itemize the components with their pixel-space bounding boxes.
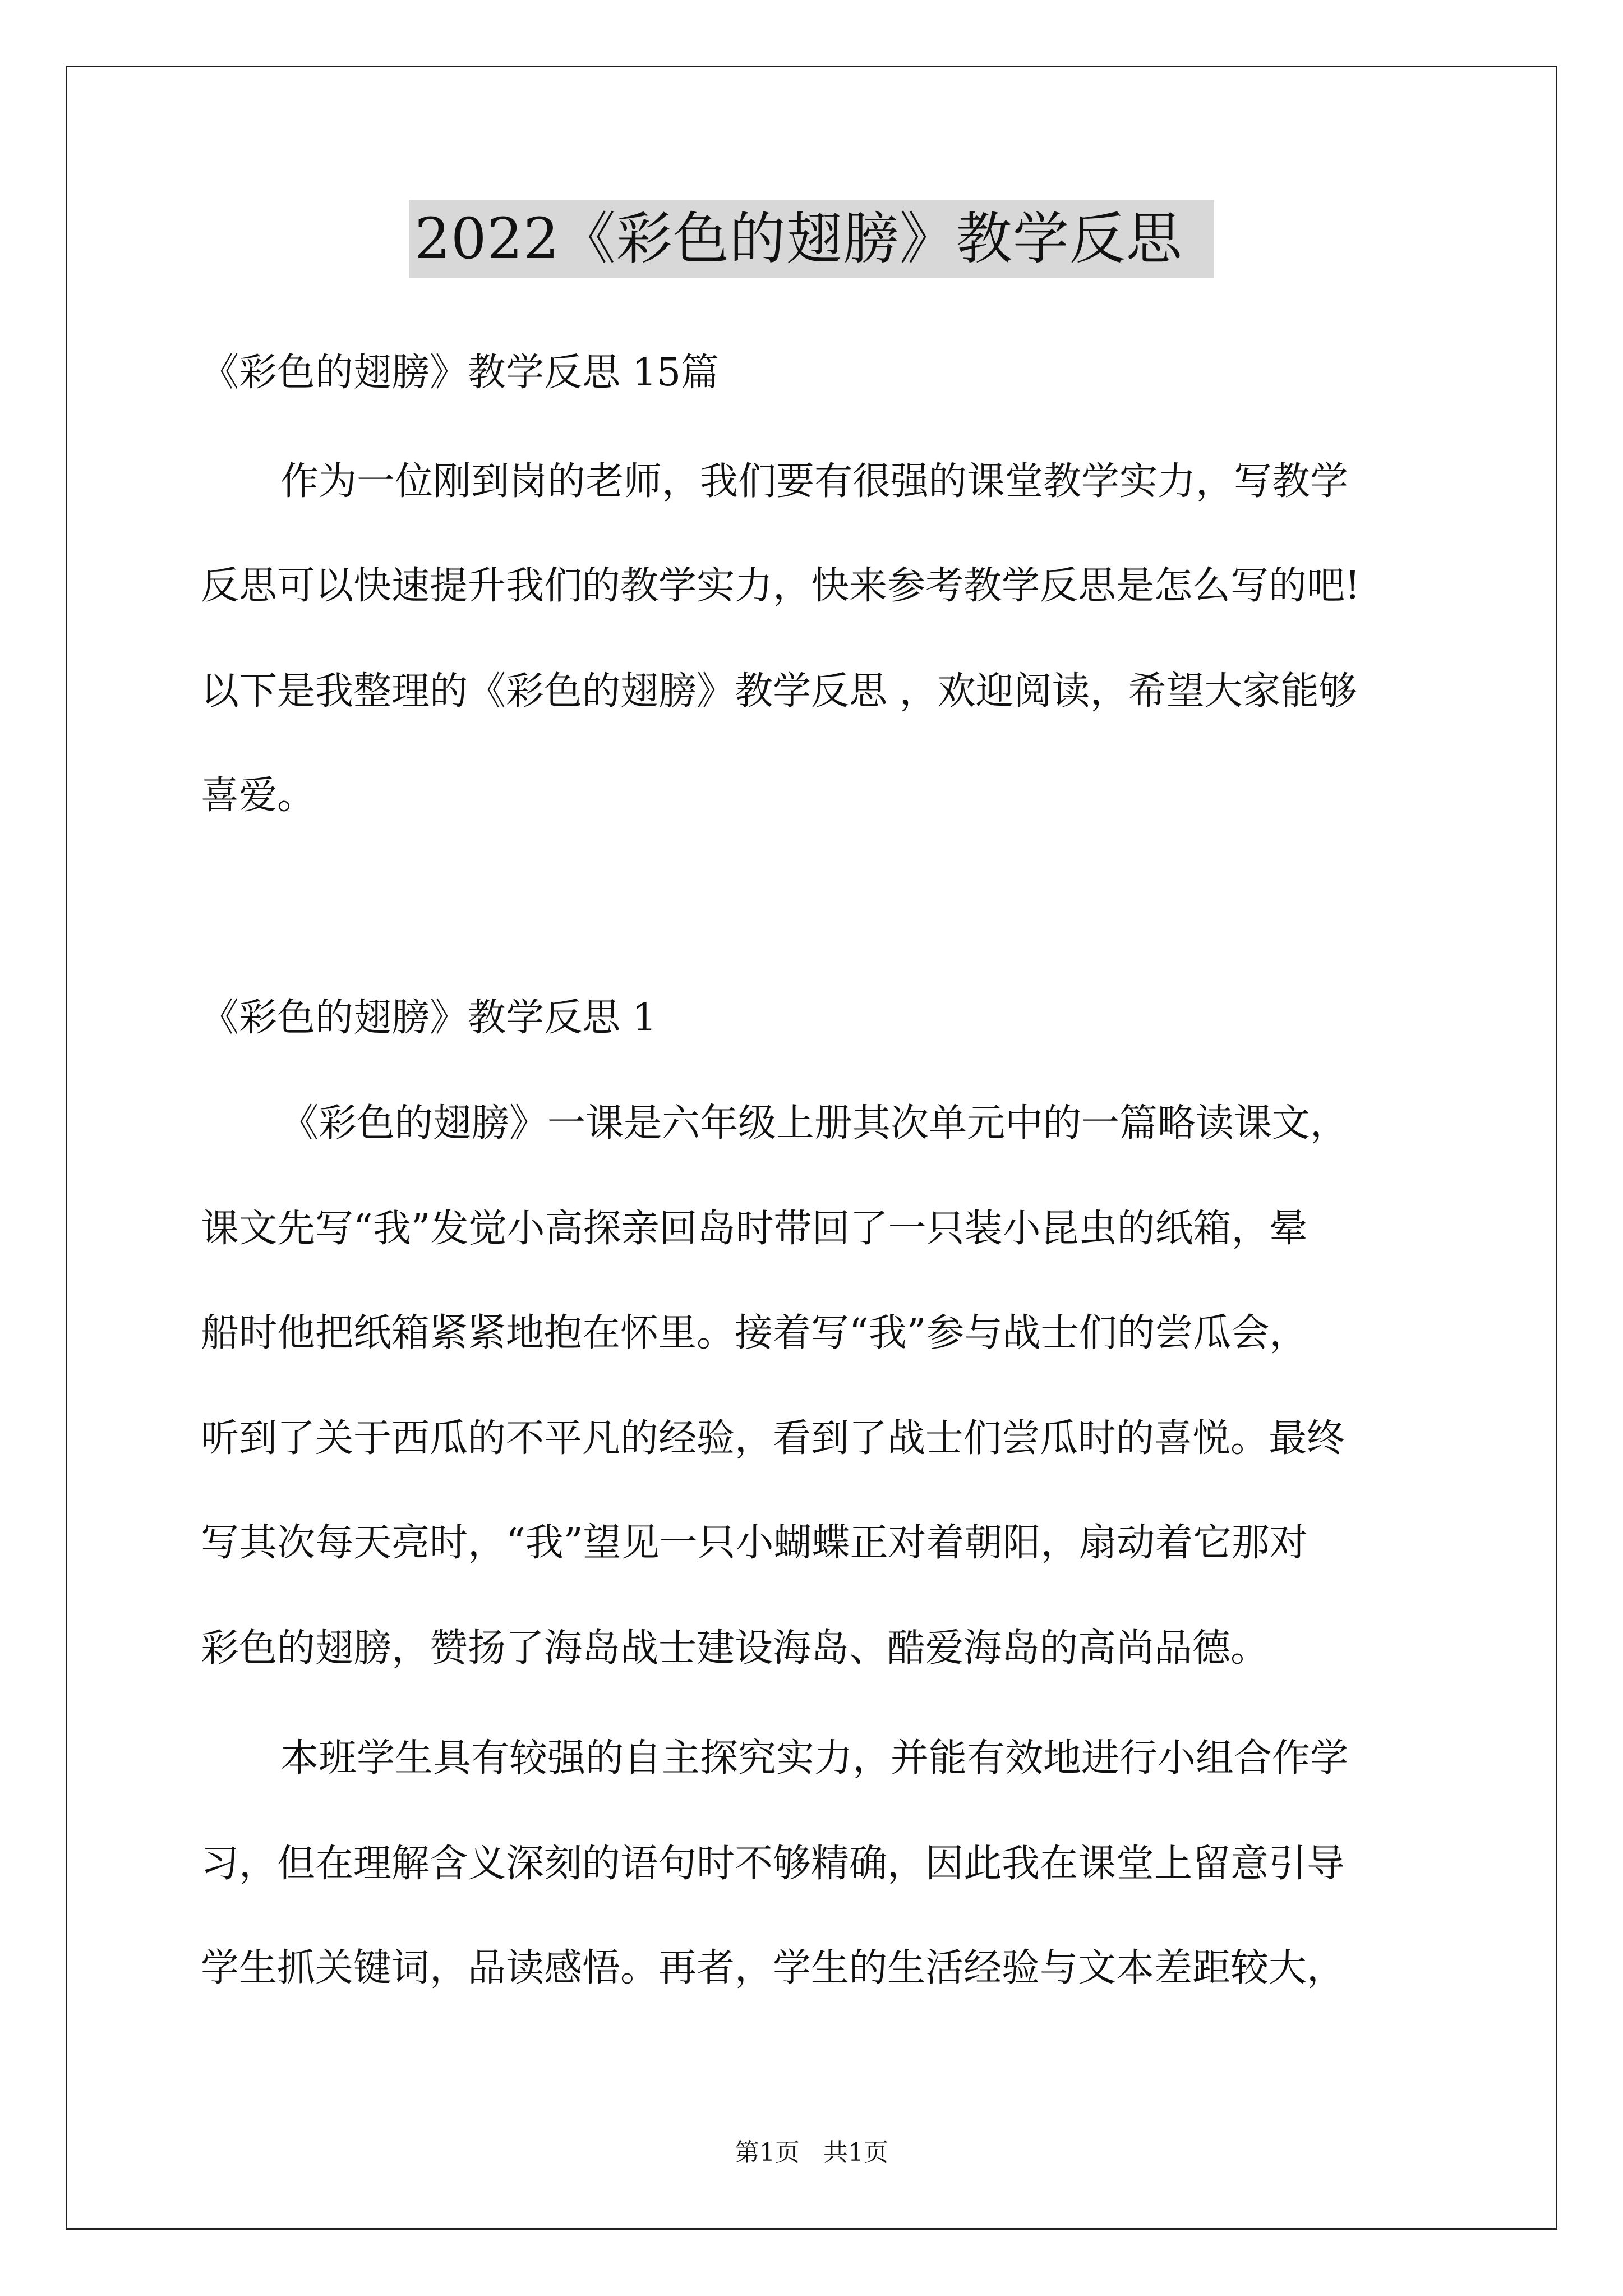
intro-line: 以下是我整理的《彩色的翅膀》教学反思 ，欢迎阅读，希望大家能够 (201, 669, 1357, 714)
document-subtitle: 《彩色的翅膀》教学反思 15篇 (201, 351, 720, 395)
paragraph-line: 彩色的翅膀，赞扬了海岛战士建设海岛、酷爱海岛的高尚品德。 (201, 1626, 1269, 1671)
paragraph-line: 课文先写“我”发觉小高探亲回岛时带回了一只装小昆虫的纸箱，晕 (201, 1207, 1308, 1251)
paragraph-line: 写其次每天亮时，“我”望见一只小蝴蝶正对着朝阳，扇动着它那对 (201, 1521, 1308, 1565)
intro-line: 反思可以快速提升我们的教学实力，快来参考教学反思是怎么写的吧! (201, 564, 1361, 608)
paragraph-line: 习，但在理解含义深刻的语句时不够精确，因此我在课堂上留意引导 (201, 1842, 1345, 1886)
document-title: 2022《彩色的翅膀》教学反思 (409, 200, 1214, 278)
intro-line: 作为一位刚到岗的老师，我们要有很强的课堂教学实力，写教学 (280, 459, 1349, 504)
page-footer: 第1页 共1页 (735, 2138, 888, 2167)
section-heading: 《彩色的翅膀》教学反思 1 (201, 996, 657, 1040)
paragraph-line: 学生抓关键词，品读感悟。再者，学生的生活经验与文本差距较大， (201, 1946, 1345, 1990)
paragraph-line: 《彩色的翅膀》一课是六年级上册其次单元中的一篇略读课文， (280, 1101, 1349, 1145)
paragraph-line: 船时他把纸箱紧紧地抱在怀里。接着写“我”参与战士们的尝瓜会， (201, 1311, 1308, 1355)
intro-line: 喜爱。 (201, 774, 316, 818)
paragraph-line: 本班学生具有较强的自主探究实力，并能有效地进行小组合作学 (280, 1736, 1349, 1780)
paragraph-line: 听到了关于西瓜的不平凡的经验，看到了战士们尝瓜时的喜悦。最终 (201, 1416, 1345, 1461)
title-container (0, 200, 1623, 278)
